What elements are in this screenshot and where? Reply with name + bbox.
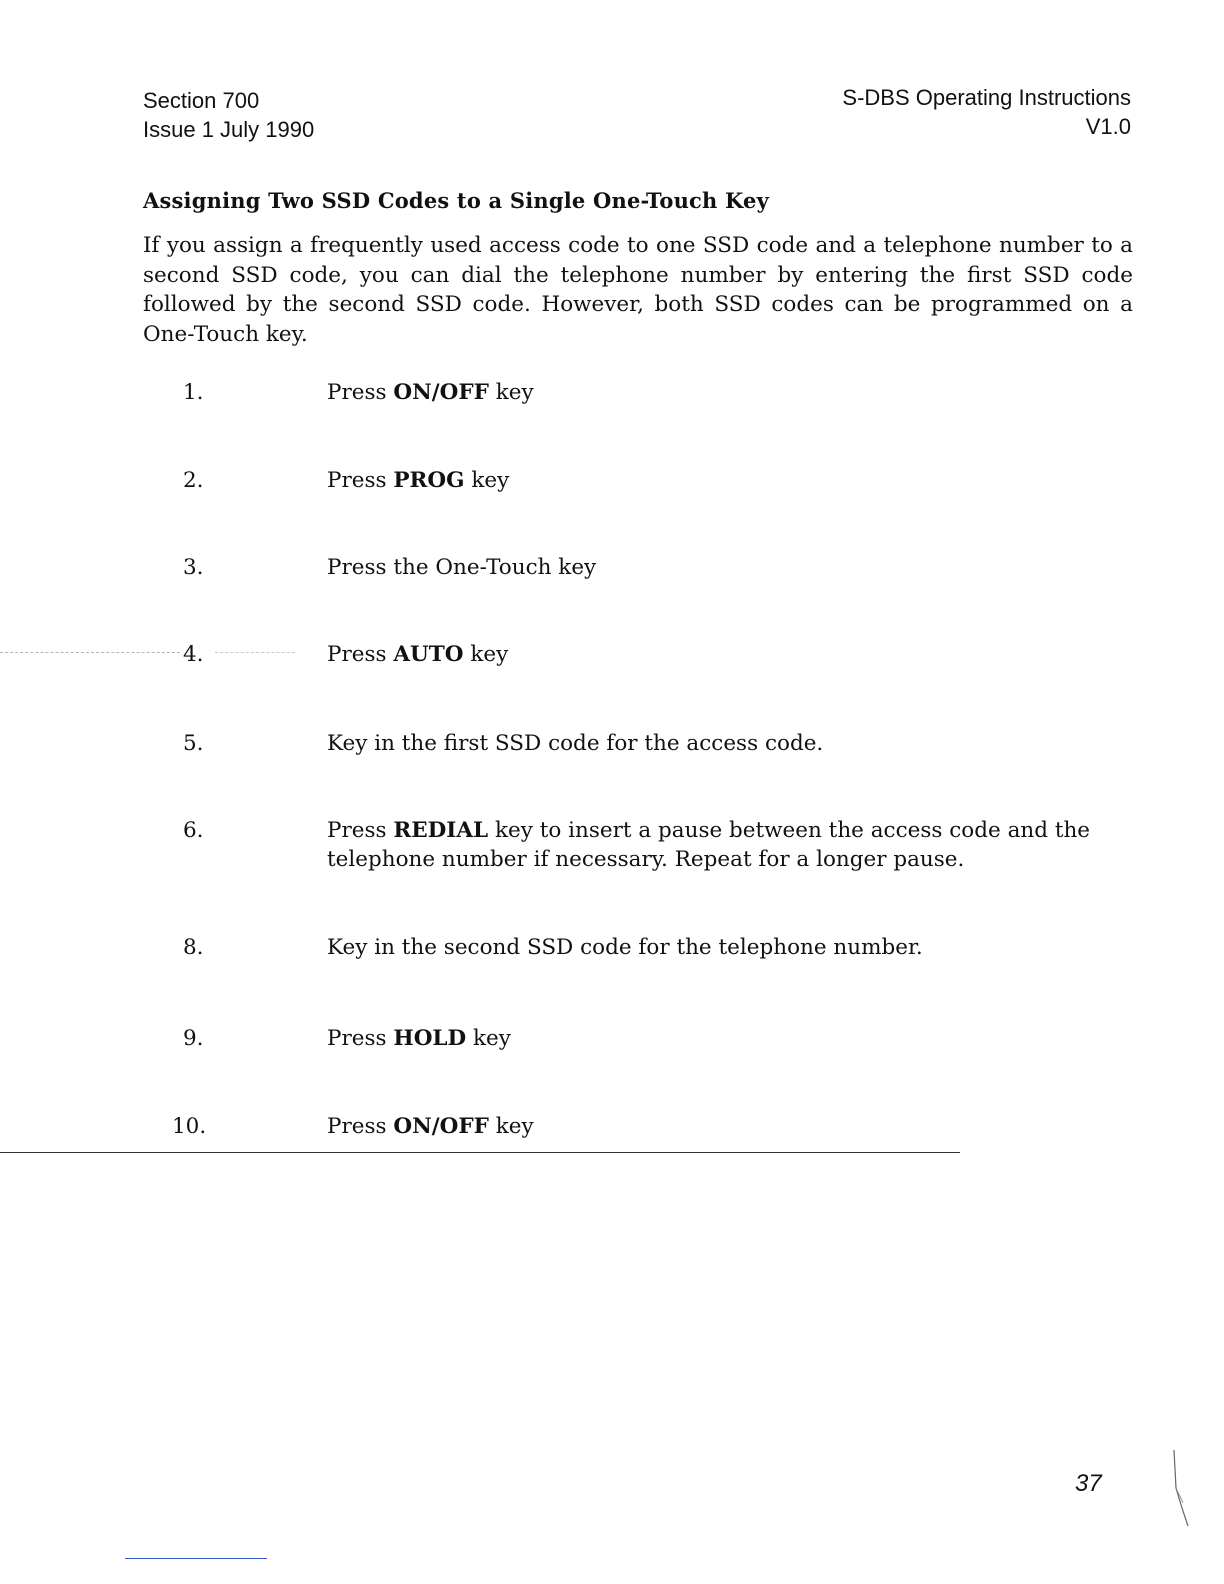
key-name: ON/OFF <box>393 380 489 405</box>
step-text: Press ON/OFF key <box>327 380 534 405</box>
step-text: Press the One-Touch key <box>327 555 597 580</box>
step-text: Key in the first SSD code for the access code. <box>327 731 824 756</box>
step-number: 5. <box>183 731 204 756</box>
rule-faint-left <box>0 652 180 653</box>
document-version: V1.0 <box>1085 114 1131 139</box>
section-label: Section 700 <box>143 88 260 113</box>
key-name: HOLD <box>393 1026 467 1051</box>
key-name: REDIAL <box>393 818 489 843</box>
step-number: 1. <box>183 380 204 405</box>
section-heading: Assigning Two SSD Codes to a Single One-Touch Key <box>143 188 769 213</box>
scan-mark-icon <box>1172 1448 1192 1528</box>
step-text: Press PROG key <box>327 468 510 493</box>
step-number: 10. <box>172 1114 207 1139</box>
step-text: Press ON/OFF key <box>327 1114 534 1139</box>
key-name: PROG <box>393 468 465 493</box>
page-header-right <box>842 83 1131 141</box>
step-number: 4. <box>183 642 204 667</box>
rule-faint-mid <box>215 652 295 653</box>
step-number: 2. <box>183 468 204 493</box>
step-number: 8. <box>183 935 204 960</box>
step-text: Press AUTO key <box>327 642 509 667</box>
step-number: 6. <box>183 818 204 843</box>
step-number: 3. <box>183 555 204 580</box>
footer-rule <box>125 1558 267 1559</box>
page-header-left <box>143 86 314 144</box>
page-number: 37 <box>1075 1470 1102 1497</box>
issue-date: Issue 1 July 1990 <box>143 117 315 142</box>
step-text: Press REDIAL key to insert a pause between the access code and the telephone number if necessary. Repeat for a longer pause. <box>327 818 1091 872</box>
step-text: Press HOLD key <box>327 1026 511 1051</box>
intro-paragraph: If you assign a frequently used access code to one SSD code and a telephone number to a second SSD code, you can dial the telephone number by entering the first SSD code followed by the second SSD code. However, both SSD codes can be programmed on a One-Touch key. <box>143 233 1133 347</box>
key-name: ON/OFF <box>393 1114 489 1139</box>
section-end-rule <box>0 1152 960 1153</box>
document-title: S-DBS Operating Instructions <box>842 85 1131 110</box>
step-text: Key in the second SSD code for the telephone number. <box>327 935 923 960</box>
key-name: AUTO <box>393 642 464 667</box>
step-number: 9. <box>183 1026 204 1051</box>
